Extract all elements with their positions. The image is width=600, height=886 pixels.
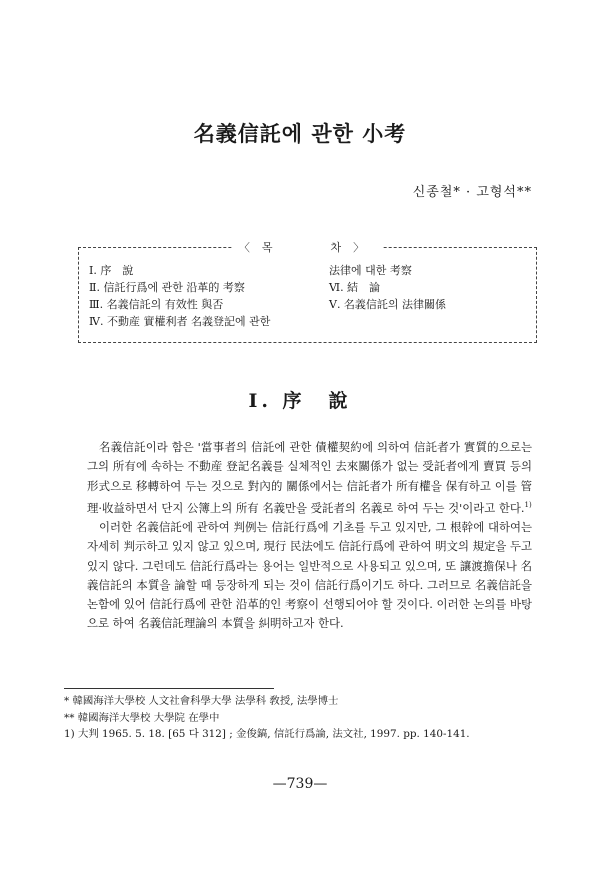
toc-heading: 〈목 차〉 [233,241,382,254]
paragraph-text: 이러한 名義信託에 관하여 判例는 信託行爲에 기초를 두고 있지만, 그 根幹에 대하여는 자세히 判示하고 있지 않고 있으며, 現行 民法에도 信託行爲에 관하여 明文의 規定을 두고 있지 않다. 그런데도 信託行爲라는 용어는 일반적으로 사용되고 있으며, 또 讓渡擔保나 名義信託의 本質을 論할 때 등장하게 되는 것이 信託行爲이기도 하다. 그러므로 名義信託을 논함에 있어 信託行爲에 관한 沿革的인 考察이 선행되어야 할 것이다. 이러한 논의를 바탕으로 하여 名義信託理論의 本質을 糾明하고자 한다. [87,519,532,631]
toc-item: Ⅰ. 序 說 [89,264,134,277]
toc-item: 法律에 대한 考察 [329,264,412,277]
footnote: ** 韓國海洋大學校 大學院 在學中 [64,711,220,724]
toc-item: Ⅲ. 名義信託의 有效性 與否 [89,298,224,311]
page-number: —739— [272,776,328,792]
toc-item: Ⅳ. 不動産 實權利者 名義登記에 관한 [89,315,271,328]
footnote-divider [64,688,274,689]
authors: 신종철* · 고형석** [412,185,532,200]
paragraph [87,438,532,518]
toc-item: Ⅵ. 結 論 [329,281,381,294]
section-heading: Ⅰ. 序 說 [248,390,352,412]
toc-item: Ⅱ. 信託行爲에 관한 沿革的 考察 [89,281,245,294]
footnote-ref: 1) [524,500,532,509]
toc-item: Ⅴ. 名義信託의 法律關係 [329,298,447,311]
footnote: * 韓國海洋大學校 人文社會科學大學 法學科 敎授, 法學博士 [64,695,339,707]
toc-left-column [89,262,270,330]
toc-right-column [329,262,446,313]
paper-title: 名義信託에 관한 小考 [193,122,407,146]
paragraph [87,518,532,634]
footnote: 1) 大判 1965. 5. 18. [65 다 312] ; 金俊鎬, 信託行爲論, 法文社, 1997. pp. 140-141. [64,728,470,740]
table-of-contents [78,241,537,343]
body-text [87,438,532,634]
footnotes [64,693,470,743]
paragraph-text: 名義信託이라 함은 '當事者의 信託에 관한 債權契約에 의하여 信託者가 實質的으로는 그의 所有에 속하는 不動産 登記名義를 실체적인 去來關係가 없는 受託者에게 賣買 등의 形式으로 移轉하여 두는 것으로 對內的 關係에서는 信託者가 所有權을 保有하고 이를 管理·收益하면서 단지 公簿上의 所有 名義만을 受託者의 名義로 하여 두는 것'이라고 한다. [87,440,532,515]
